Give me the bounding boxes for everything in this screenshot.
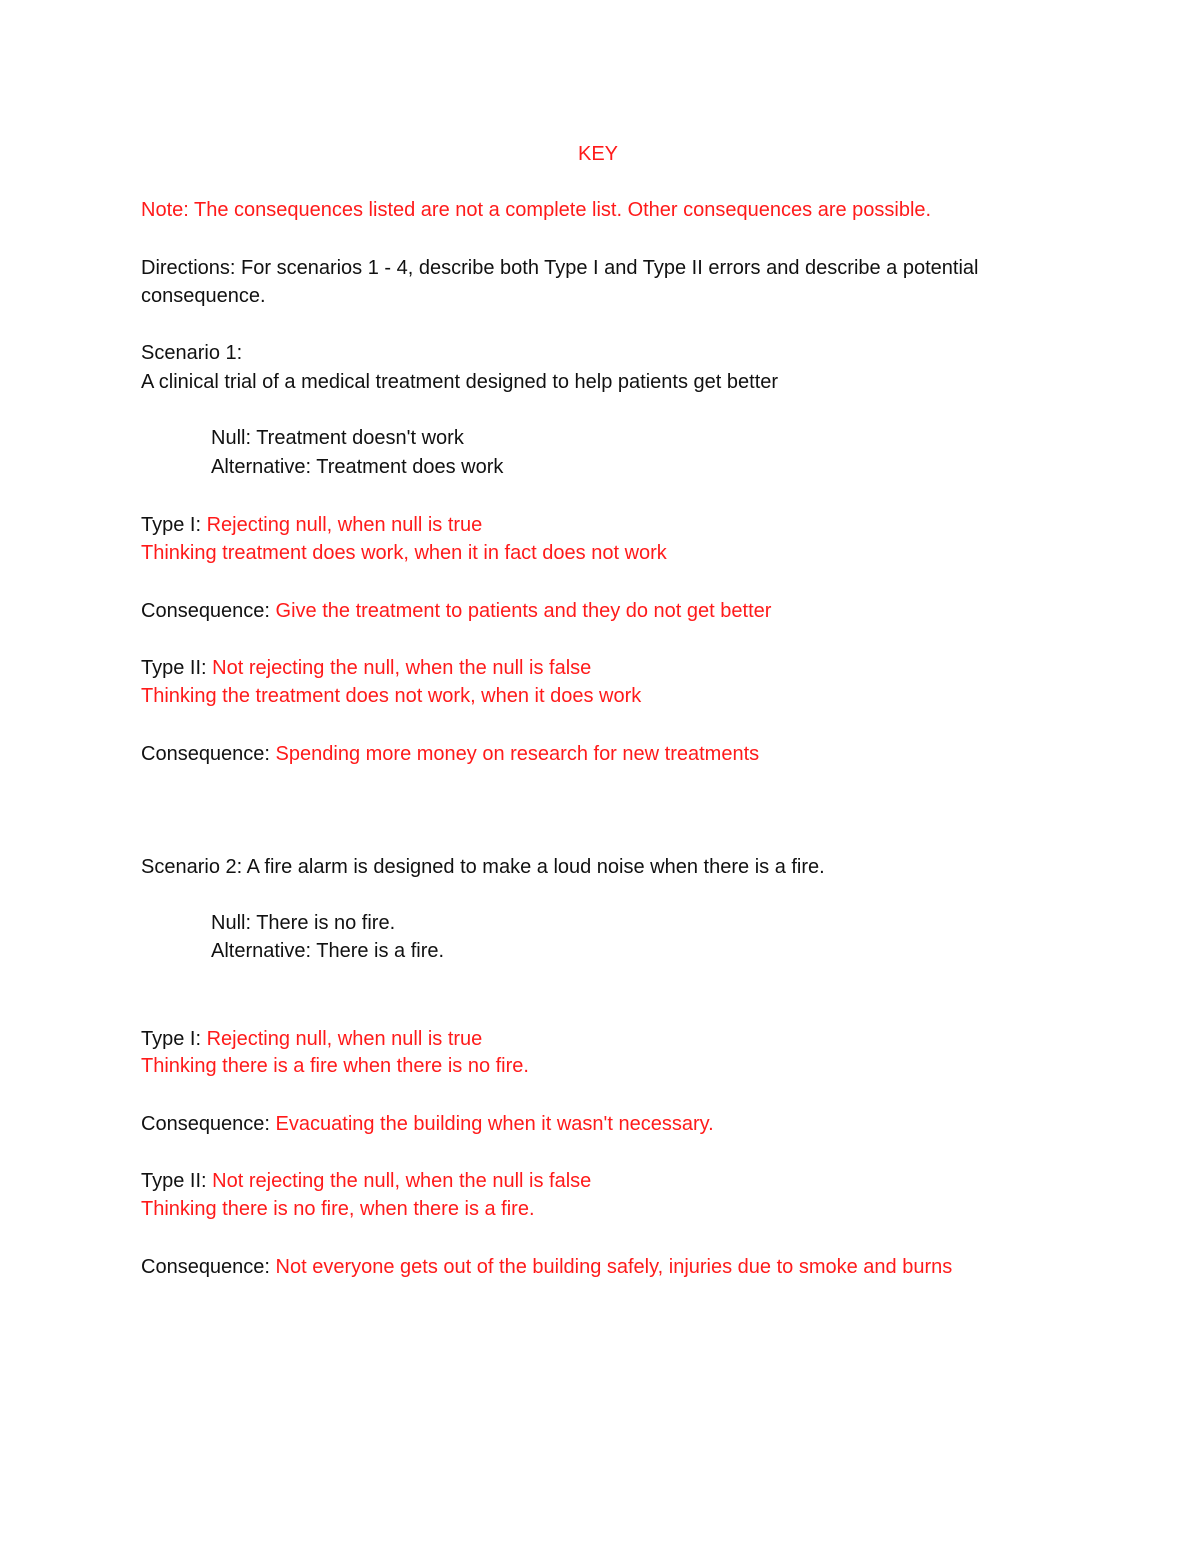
type2-answer: Not rejecting the null, when the null is false [212, 657, 592, 679]
key-title: KEY [577, 143, 619, 165]
directions-line-2: consequence. [141, 285, 266, 307]
scenario-2-type1 [141, 1025, 482, 1053]
type2-label: Type II: [141, 1170, 213, 1192]
scenario-2-type1-explanation: Thinking there is a fire when there is no fire. [141, 1055, 529, 1077]
scenario-1-null: Null: Treatment doesn't work [211, 427, 464, 449]
scenario-1-alternative: Alternative: Treatment does work [211, 456, 504, 478]
scenario-2-type2-consequence [141, 1253, 952, 1281]
scenario-2-alternative: Alternative: There is a fire. [211, 940, 445, 962]
consequence-label: Consequence: [141, 1256, 276, 1278]
type2-label: Type II: [141, 657, 213, 679]
type2-answer: Not rejecting the null, when the null is false [212, 1170, 592, 1192]
scenario-1-type1 [141, 511, 482, 539]
type1-label: Type I: [141, 1028, 207, 1050]
type1-answer: Rejecting null, when null is true [206, 514, 483, 536]
scenario-1-type1-consequence [141, 597, 771, 625]
directions-line-1: Directions: For scenarios 1 - 4, describe both Type I and Type II errors and describe a potential [141, 257, 979, 279]
consequence-label: Consequence: [141, 600, 276, 622]
type1-answer: Rejecting null, when null is true [206, 1028, 483, 1050]
consequence-answer: Not everyone gets out of the building safely, injuries due to smoke and burns [275, 1256, 953, 1278]
scenario-2-type1-consequence [141, 1110, 714, 1138]
note: Note: The consequences listed are not a complete list. Other consequences are possible. [141, 199, 932, 221]
consequence-answer: Spending more money on research for new treatments [275, 743, 760, 765]
scenario-1-heading: Scenario 1: [141, 342, 243, 364]
scenario-1-type1-explanation: Thinking treatment does work, when it in fact does not work [141, 542, 667, 564]
scenario-1-description: A clinical trial of a medical treatment designed to help patients get better [141, 371, 779, 393]
scenario-2-null: Null: There is no fire. [211, 912, 396, 934]
consequence-answer: Evacuating the building when it wasn't necessary. [275, 1113, 714, 1135]
scenario-2-type2-explanation: Thinking there is no fire, when there is a fire. [141, 1198, 535, 1220]
scenario-1-type2-consequence [141, 740, 759, 768]
scenario-2-heading: Scenario 2: A fire alarm is designed to make a loud noise when there is a fire. [141, 856, 825, 878]
scenario-1-type2 [141, 654, 591, 682]
scenario-2-type2 [141, 1167, 591, 1195]
type1-label: Type I: [141, 514, 207, 536]
scenario-1-type2-explanation: Thinking the treatment does not work, when it does work [141, 685, 642, 707]
consequence-label: Consequence: [141, 1113, 276, 1135]
consequence-answer: Give the treatment to patients and they do not get better [275, 600, 772, 622]
consequence-label: Consequence: [141, 743, 276, 765]
